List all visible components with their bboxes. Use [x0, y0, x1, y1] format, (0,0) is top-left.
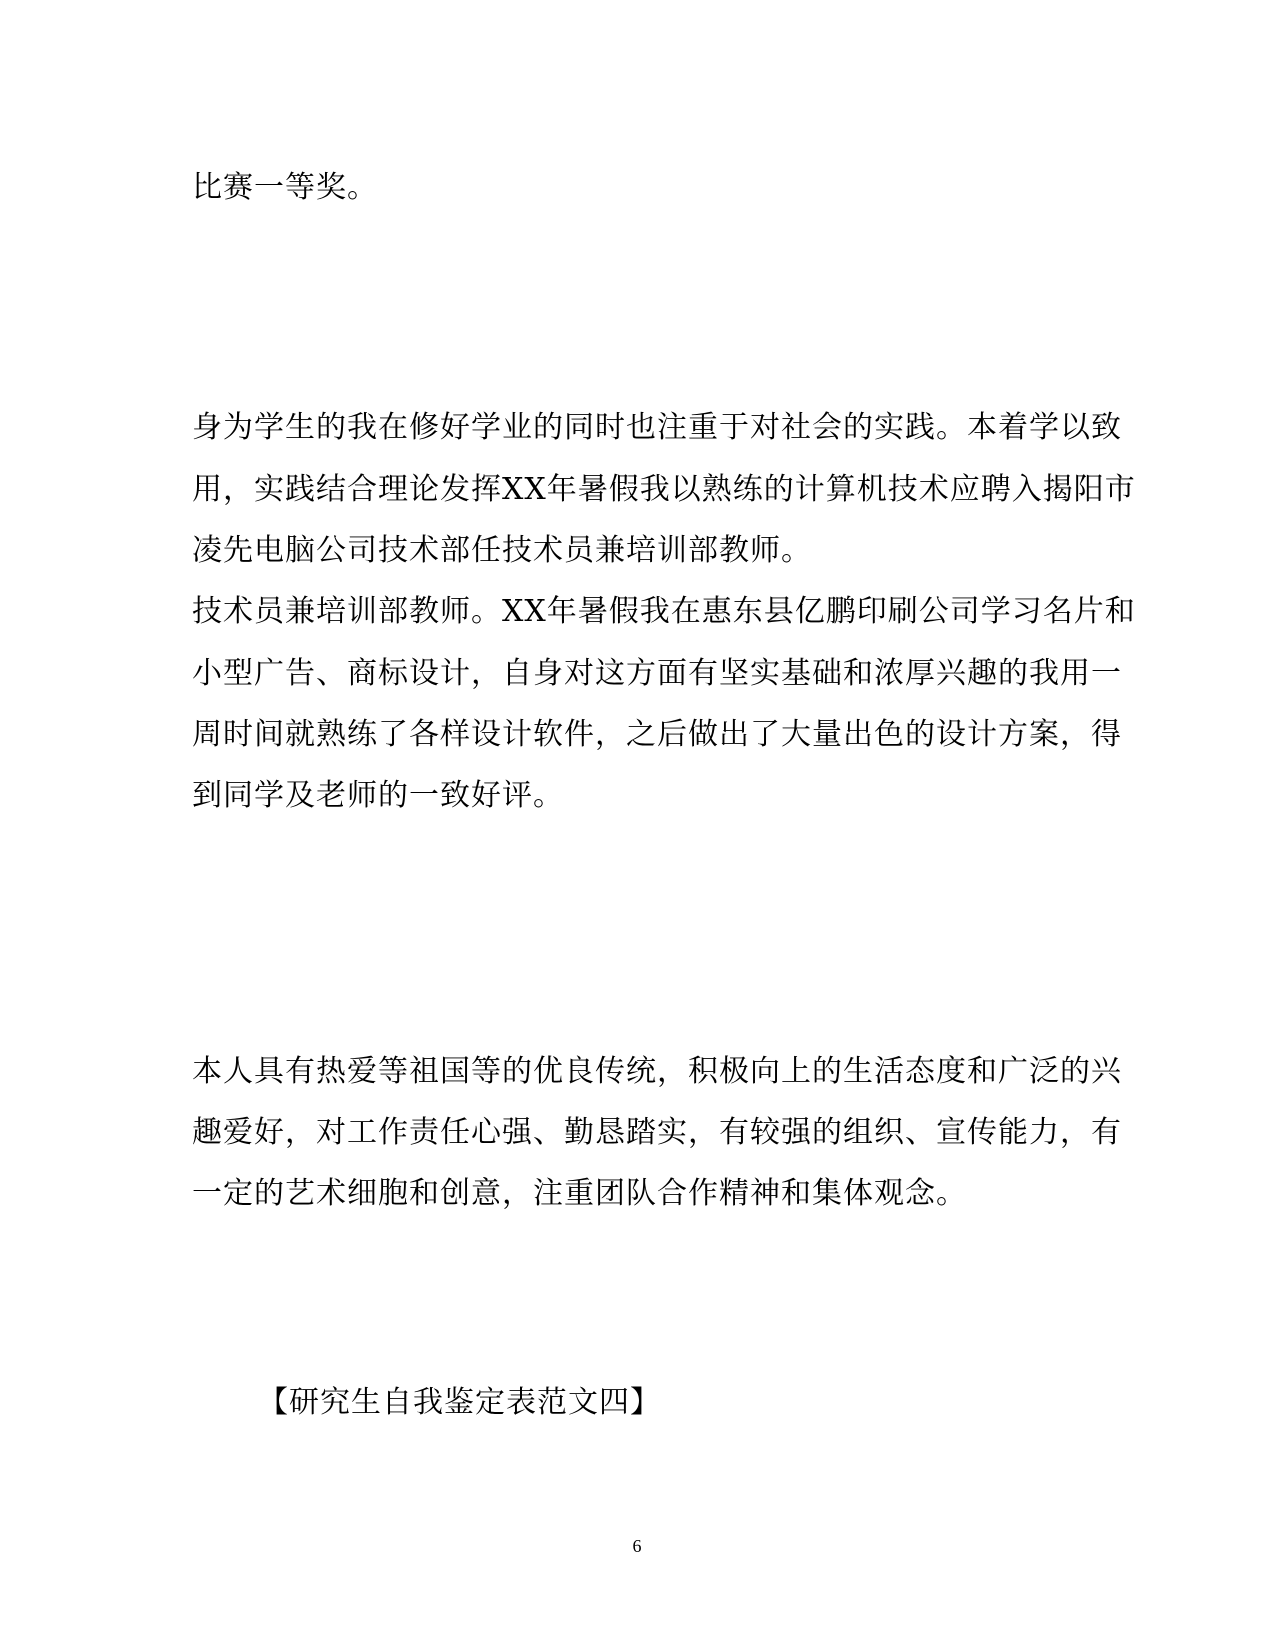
paragraph-line: 技术员兼培训部教师。XX年暑假我在惠东县亿鹏印刷公司学习名片和 — [192, 594, 1136, 629]
paragraph-line: 到同学及老师的一致好评。 — [192, 778, 564, 813]
paragraph-line: 小型广告、商标设计，自身对这方面有坚实基础和浓厚兴趣的我用一 — [192, 656, 1122, 691]
paragraph-line: 本人具有热爱等祖国等的优良传统，积极向上的生活态度和广泛的兴 — [192, 1054, 1122, 1089]
text-line-fragment: 比赛一等奖。 — [192, 170, 378, 205]
paragraph-line: 趣爱好，对工作责任心强、勤恳踏实，有较强的组织、宣传能力，有 — [192, 1115, 1122, 1150]
paragraph-line: 周时间就熟练了各样设计软件，之后做出了大量出色的设计方案，得 — [192, 717, 1122, 752]
paragraph-line: 一定的艺术细胞和创意，注重团队合作精神和集体观念。 — [192, 1176, 967, 1211]
paragraph-line: 身为学生的我在修好学业的同时也注重于对社会的实践。本着学以致 — [192, 410, 1122, 445]
paragraph-line: 用，实践结合理论发挥XX年暑假我以熟练的计算机技术应聘入揭阳市 — [192, 472, 1136, 507]
section-heading: 【研究生自我鉴定表范文四】 — [258, 1385, 661, 1420]
paragraph-line: 凌先电脑公司技术部任技术员兼培训部教师。 — [192, 533, 812, 568]
page-number: 6 — [632, 1536, 642, 1556]
